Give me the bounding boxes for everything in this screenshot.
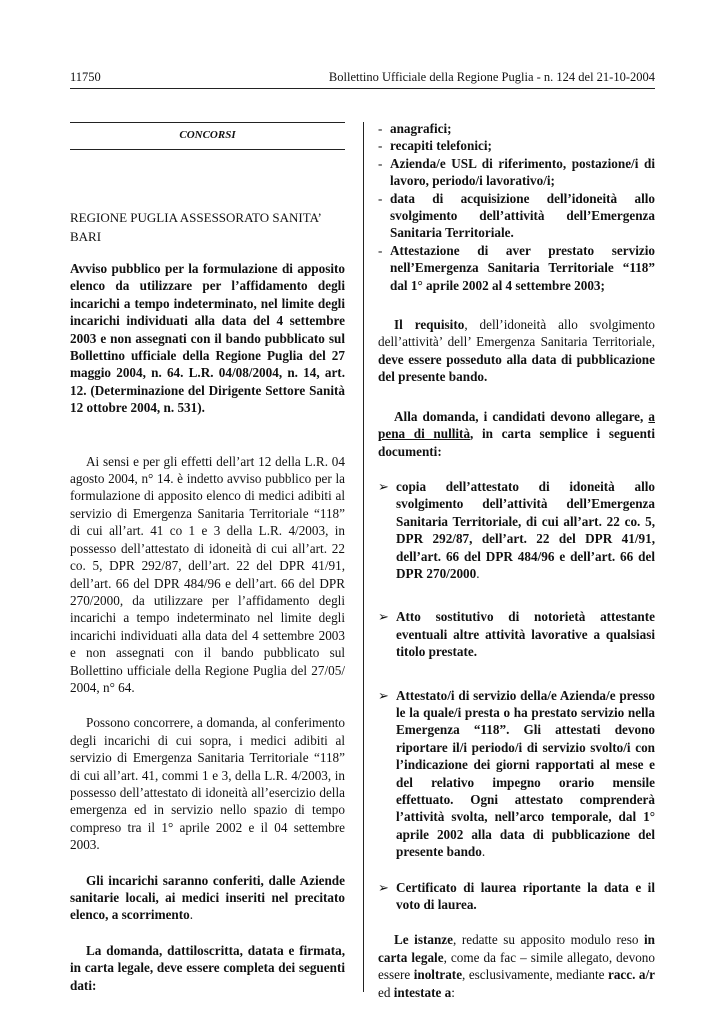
paragraph-assignment [70,872,345,924]
list-item: - Attestazione di aver prestato servizio nell’Emergenza Sanitaria Territoriale “118” dal 1° aprile 2002 al 4 settembre 2003; [378,242,655,294]
requirement-mid: , dell’idoneità allo svolgimento dell’attività’ dell’ Emergenza Sanitaria Territoriale, [378,317,655,350]
arrow-bullet-icon: ➢ [378,478,390,494]
attachment-text: Attestato/i di servizio della/e Azienda/e presso le la quale/i presta o ha prestato servizio nella Emergenza “118”. Gli attestati devono riportare il/i periodo/i di servizio svolto/i con l’indicazione dei giorni rapportati al mese e del relativo impegno orario mensile effettuato. Ogni attestato comprenderà l’attività svolta, nell’arco temporale, dal 1° aprile 2002 alla data di pubblicazione del presente bando [396,687,655,860]
submission-t3: , esclusivamente, mediante [462,967,608,983]
attachments-penalty: a pena di nullità [378,408,655,442]
issuing-body-line-2: BARI [70,229,102,244]
section-heading [70,122,345,150]
left-column [70,120,345,994]
list-item: - anagrafici; [378,120,655,137]
arrow-bullet-icon: ➢ [378,879,390,895]
attachment-end: . [481,844,486,860]
right-column [378,120,655,1001]
submission-b5: intestate a [393,984,452,1000]
attachments-intro-2: , in carta semplice i seguenti documenti: [378,426,655,459]
submission-b4: racc. a/r [607,967,656,983]
attachment-text: Certificato di laurea riportante la data e il voto di laurea. [396,879,655,913]
paragraph-submission [378,931,655,1001]
attachment-item [378,478,655,582]
paragraph-announcement: Ai sensi e per gli effetti dell’art 12 della L.R. 04 agosto 2004, n° 14. è indetto avviso pubblico per la formulazione di apposito elenco di medici adibiti al servizio di Emergenza Sanitaria Territoriale “118” di cui all’art. 41 co 1 e 3 della L.R. 4/2003, in possesso dell’attestato di idoneità di cui all’art. 22 co. 5, DPR 292/87, dell’art. 22 del DPR 41/91, dell’art. 66 del DPR 484/96 e dell’art. 66 del DPR 270/2000, da utilizzare per l’affidamento degli incarichi a tempo indeterminato nel limite degli incarichi individuati alla data del 4 settembre 2003 e non assegnati con il bando pubblicato sul Bollettino ufficiale della Regione Puglia del 27/05/ 2004, n° 64. [70,453,345,695]
attachment-text: Atto sostitutivo di notorietà attestante eventuali altre attività lavorative a qualsiasi titolo prestate. [396,609,655,660]
attachment-item [378,879,655,914]
header-divider [70,88,655,89]
attachment-item [378,687,655,861]
paragraph-application: La domanda, dattiloscritta, datata e firmata, in carta legale, deve essere completa dei seguenti dati: [70,942,345,993]
publication-title: Bollettino Ufficiale della Regione Puglia - n. 124 del 21-10-2004 [328,70,655,84]
required-data-list [378,120,655,294]
arrow-bullet-icon: ➢ [378,687,390,703]
list-item: - data di acquisizione dell’idoneità allo svolgimento dell’attività dell’Emergenza Sanitaria Territoriale. [378,190,655,242]
attachment-end: . [476,565,480,581]
list-item: - recapiti telefonici; [378,137,655,154]
notice-title: Avviso pubblico per la formulazione di apposito elenco da utilizzare per l’affidamento degli incarichi a tempo indeterminato, nel limite degli incarichi individuati alla data del 4 settembre 2003 e non assegnati con il bando pubblicato sul Bollettino ufficiale della Regione Puglia del 27 maggio 2004, n. 64. L.R. 04/08/2004, n. 14, art. 12. (Determinazione del Dirigente Settore Sanità 12 ottobre 2004, n. 531). [70,261,345,416]
attachments-intro-1: Alla domanda, i candidati devono allegare, [394,408,649,424]
paragraph-requirement [378,316,655,386]
section-label: CONCORSI [179,129,236,142]
column-divider [363,122,364,992]
submission-b2: in carta legale [378,932,655,965]
assignment-text: Gli incarichi saranno conferiti, dalle Aziende sanitarie locali, ai medici inseriti nel precitato elenco, a scorrimento [70,872,345,923]
paragraph-eligibility: Possono concorrere, a domanda, al conferimento degli incarichi di cui sopra, i medici adibiti al servizio di Emergenza Sanitaria Territoriale “118” di cui all’art. 41, commi 1 e 3, della L.R. 4/2003, in possesso dell’attestato di idoneità all’esercizio della emergenza ed in servizio nello spazio di tempo compreso tra il 1° aprile 2002 e il 04 settembre 2003. [70,715,345,853]
issuing-body [70,208,345,246]
paragraph-attachments-intro [378,408,655,460]
submission-t2: , come da fac – simile allegato, devono essere [378,949,655,983]
submission-t5: : [451,984,455,1000]
attachment-text: copia dell’attestato di idoneità allo svolgimento dell’attività dell’Emergenza Sanitaria Territoriale, di cui all’art. 22 co. 5, DPR 292/87, dell’art. 22 del DPR 41/91, dell’art. 66 del DPR 484/96 e dell’art. 66 del DPR 270/2000 [396,478,655,581]
list-item: - Azienda/e USL di riferimento, postazione/i di lavoro, periodo/i lavorativo/i; [378,155,655,190]
issuing-body-line-1: REGIONE PUGLIA ASSESSORATO SANITA’ [70,210,322,225]
attachment-item [378,608,655,660]
assignment-end: . [189,907,194,923]
page-number: 11750 [70,70,101,84]
requirement-deadline: deve essere posseduto alla data di pubblicazione del presente bando. [378,351,655,385]
arrow-bullet-icon: ➢ [378,609,390,625]
submission-b3: inoltrate [413,967,463,983]
submission-b1: Le istanze [394,932,453,948]
submission-t1: , redatte su apposito modulo reso [453,932,644,948]
requirement-lead: Il requisito [394,317,465,333]
submission-t4: ed [378,984,394,1000]
